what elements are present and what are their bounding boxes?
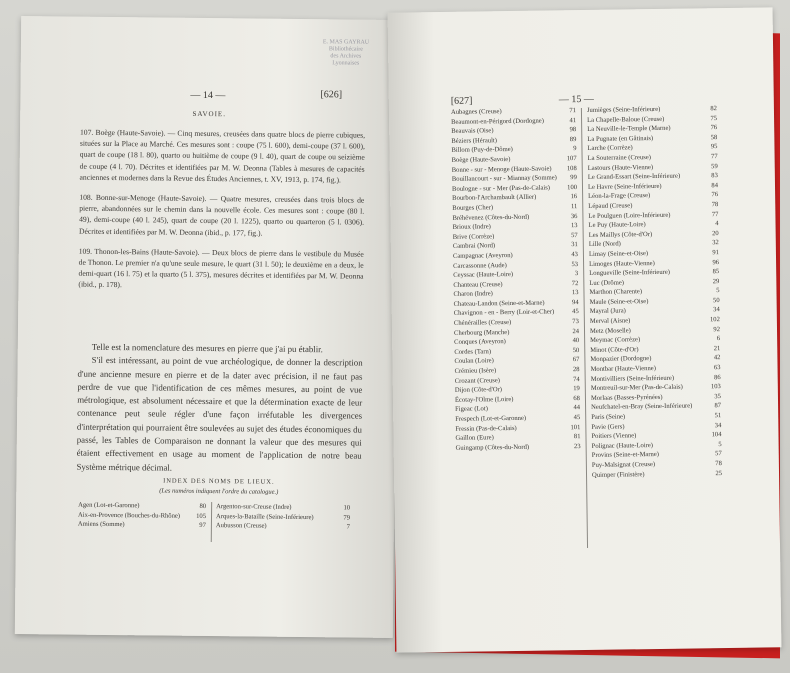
place-name: Écotay-l'Olme (Loire): [454, 395, 514, 404]
place-name: Limoges (Haute-Vienne): [589, 259, 655, 268]
place-name: Cherbourg (Manche): [453, 328, 510, 337]
place-name: La Neuville-le-Temple (Marne): [587, 124, 671, 134]
index-entry: [216, 521, 350, 532]
catalogue-number: 34: [714, 421, 722, 429]
place-name: Ceyssac (Haute-Loire): [453, 271, 514, 279]
index-column-right: [216, 502, 350, 532]
section-title: SAVOIE.: [192, 109, 227, 119]
catalogue-number: 78: [711, 201, 719, 209]
place-name: Lille (Nord): [588, 240, 621, 249]
catalogue-number: 58: [710, 133, 718, 141]
catalogue-number: 32: [712, 239, 719, 247]
place-name: Bourges (Cher): [452, 204, 494, 212]
left-page: [15, 16, 399, 638]
place-name: Billom (Puy-de-Dôme): [451, 146, 513, 155]
place-name: Monpazier (Dordogne): [590, 355, 652, 364]
catalogue-number: 94: [571, 298, 579, 307]
catalogue-number: 92: [713, 325, 721, 333]
catalogue-number: 105: [196, 512, 207, 520]
place-name: Bonne - sur - Menoge (Haute-Savoie): [451, 165, 552, 174]
place-name: La Souterraine (Creuse): [587, 154, 652, 162]
place-name: Dijon (Côte-d'Or): [454, 386, 503, 395]
place-name: Amiens (Somme): [77, 520, 125, 529]
place-name: Luc (Drôme): [589, 279, 625, 287]
place-name: Lépaud (Creuse): [588, 202, 633, 210]
place-name: Boège (Haute-Savoie): [451, 155, 511, 164]
catalogue-number: 34: [713, 306, 720, 314]
catalogue-number: 10: [343, 504, 351, 512]
catalogue-number: 76: [710, 124, 718, 132]
index-column-left: [451, 106, 581, 453]
place-name: Merval (Aisne): [589, 317, 631, 325]
catalogue-number: 45: [573, 414, 581, 422]
place-name: Bouillancourt - sur - Miannay (Somme): [451, 174, 557, 183]
conclusion-paragraph: Telle est la nomenclature des mesures en pierre que j'ai pu établir.: [91, 341, 323, 355]
catalogue-number: 87: [714, 402, 722, 410]
place-name: Chénérailles (Creuse): [453, 319, 512, 327]
place-name: Gaillon (Eure): [455, 434, 494, 442]
place-name: Maule (Seine-et-Oise): [589, 297, 649, 306]
catalogue-number: 41: [569, 116, 577, 124]
place-name: Les Maillys (Côte-d'Or): [588, 230, 653, 239]
catalogue-number: 59: [711, 162, 718, 170]
index-subtitle: (Les numéros indiquent l'ordre du catalogue.): [159, 487, 279, 496]
catalogue-number: 21: [713, 344, 721, 353]
catalogue-number: 42: [713, 354, 721, 362]
catalogue-number: 95: [710, 143, 718, 151]
catalogue-number: 20: [712, 229, 719, 237]
place-name: Arques-la-Bataille (Seine-Inférieure): [215, 512, 314, 521]
place-name: Meymac (Corrèze): [590, 336, 641, 345]
catalogue-number: 29: [712, 277, 720, 285]
place-name: Figeac (Lot): [455, 405, 488, 414]
catalogue-number: 85: [712, 268, 720, 276]
place-name: Limay (Seine-et-Oise): [588, 250, 649, 258]
column-divider: [211, 502, 212, 542]
place-name: Le Puy (Haute-Loire): [588, 221, 646, 230]
library-stamp: [306, 39, 386, 68]
catalogue-number: 81: [573, 433, 581, 441]
place-name: Frespech (Lot-et-Garonne): [455, 414, 527, 423]
catalogue-number: 77: [710, 153, 718, 161]
place-name: Fressin (Pas-de-Calais): [455, 424, 517, 433]
catalogue-number: 5: [718, 440, 722, 448]
place-name: Montreuil-sur-Mer (Pas-de-Calais): [590, 383, 683, 393]
place-name: La Pugnate (en Gâtinais): [587, 134, 654, 143]
place-name: Morlaas (Basses-Pyrénées): [590, 393, 663, 402]
place-name: Neufchatel-en-Bray (Seine-Inférieure): [591, 402, 693, 412]
catalogue-number: 3: [574, 270, 579, 278]
catalogue-number: 89: [569, 135, 577, 143]
catalogue-number: 44: [573, 404, 581, 412]
place-name: Beauvais (Oise): [451, 127, 494, 136]
place-name: Aubagnes (Creuse): [450, 108, 502, 116]
place-name: Carcassonne (Aude): [453, 261, 507, 270]
catalogue-number: 28: [572, 366, 580, 374]
place-name: La Chapelle-Baloue (Creuse): [587, 115, 665, 124]
catalogue-entry: 108. Bonne-sur-Menoge (Haute-Savoie). — Quatre mesures, creusées dans trois blocs de pierre, abandonnées sur le chemin dans la nouvelle école. Ces mesures sont : coupe (80 l. 49), demi-coupe (40 l. 245), quart de coupe (20 l. 1225), quarto ou quarteron (5 l. 0306). Décrites et identifiées par M. W. Deonna (ibid., p. 177, fig.).: [78, 192, 365, 238]
catalogue-number: 51: [714, 412, 722, 420]
catalogue-number: 84: [711, 181, 719, 189]
catalogue-number: 72: [571, 279, 579, 287]
catalogue-number: 68: [573, 394, 581, 402]
catalogue-number: 75: [710, 114, 718, 122]
place-name: Guingamp (Côtes-du-Nord): [455, 443, 530, 452]
place-name: Metz (Moselle): [589, 327, 631, 335]
place-name: Montivilliers (Seine-Inférieure): [590, 374, 675, 383]
place-name: Béziers (Hérault): [451, 136, 497, 145]
catalogue-number: 19: [573, 385, 580, 393]
place-name: Crémieu (Isère): [454, 367, 497, 375]
catalogue-number: 57: [715, 450, 722, 458]
page-number: — 15 —: [558, 93, 594, 106]
catalogue-number: 13: [571, 289, 579, 297]
catalogue-number: 102: [709, 316, 720, 324]
place-name: Larche (Corrèze): [587, 144, 633, 153]
place-name: Minot (Côte-d'Or): [590, 346, 639, 354]
place-name: Bréhévenez (Côtes-du-Nord): [452, 213, 530, 222]
place-name: Chateau-Landon (Seine-et-Marne): [453, 299, 545, 308]
stamp-line: Lyonnaises: [332, 60, 360, 67]
catalogue-number: 23: [573, 442, 581, 450]
place-name: Charon (Indre): [453, 290, 493, 299]
catalogue-number: 4: [715, 220, 719, 228]
place-name: Montbar (Haute-Vienne): [590, 365, 656, 373]
place-name: Bourbon-l'Archambault (Allier): [452, 194, 537, 203]
place-name: Le Havre (Seine-Inférieure): [587, 182, 662, 191]
catalogue-number: 73: [572, 318, 579, 326]
place-name: Brioux (Indre): [452, 223, 491, 231]
catalogue-number: 71: [569, 107, 576, 115]
place-name: Provins (Seine-et-Marne): [591, 451, 660, 460]
place-name: Paris (Seine): [591, 413, 626, 421]
page-number: — 14 —: [190, 89, 226, 102]
catalogue-number: 63: [713, 364, 721, 372]
catalogue-number: 6: [716, 335, 721, 343]
place-name: Chavignon - en - Berry (Loir-et-Cher): [453, 308, 555, 318]
catalogue-number: 9: [573, 145, 577, 153]
catalogue-number: 104: [711, 431, 722, 439]
catalogue-number: 80: [199, 502, 207, 511]
index-column-left: [78, 501, 206, 531]
catalogue-number: 11: [570, 203, 578, 211]
catalogue-number: 91: [712, 249, 719, 257]
catalogue-entries: [78, 127, 365, 303]
catalogue-number: 86: [714, 373, 721, 381]
catalogue-number: 83: [711, 172, 718, 180]
place-name: Cordes (Tarn): [454, 348, 492, 356]
catalogue-number: 43: [571, 250, 578, 259]
place-name: Puy-Malsignat (Creuse): [591, 460, 656, 469]
catalogue-number: 31: [571, 241, 578, 249]
stamp-line: des Archives: [330, 53, 362, 60]
place-name: Pavie (Gers): [591, 423, 625, 431]
catalogue-number: 45: [572, 308, 579, 316]
catalogue-entry: 109. Thonon-les-Bains (Haute-Savoie). — Deux blocs de pierre dans le vestibule du Musée de Thonon. Le premier n'a qu'une seule mesure, le quart (31 l. 50); le deuxième en a deux, le demi-quart (16 l. 75) et la quarto (5 l. 375), mesures décrites et identifiées par M. W. Deonna (ibid., p. 178).: [78, 246, 364, 290]
place-name: Le Grand-Essart (Seine-Inférieure): [587, 172, 681, 182]
catalogue-number: 98: [569, 126, 577, 134]
index-title: INDEX DES NOMS DE LIEUX.: [163, 477, 275, 486]
place-name: Boulogne - sur - Mer (Pas-de-Calais): [451, 184, 551, 193]
catalogue-number: 13: [570, 222, 578, 230]
catalogue-number: 53: [571, 260, 579, 268]
catalogue-number: 25: [715, 469, 723, 477]
place-name: Marthon (Charente): [589, 288, 643, 297]
catalogue-number: 78: [715, 460, 722, 468]
catalogue-number: 77: [711, 210, 719, 218]
catalogue-number: 24: [572, 327, 580, 335]
place-name: Argenton-sur-Creuse (Indre): [216, 503, 292, 511]
index-entry: [592, 469, 722, 480]
index-column-right: [587, 104, 722, 480]
catalogue-number: 35: [714, 392, 721, 401]
right-page: [388, 7, 782, 652]
place-name: Cambrai (Nord): [452, 242, 496, 251]
catalogue-number: 50: [712, 296, 720, 305]
page-reference: [626]: [320, 89, 343, 101]
place-name: Polignac (Haute-Loire): [591, 441, 654, 450]
place-name: Mayral (Jura): [589, 307, 626, 316]
catalogue-number: 100: [567, 183, 578, 191]
catalogue-number: 103: [710, 383, 721, 391]
place-name: Longueville (Seine-Inférieure): [589, 268, 671, 278]
catalogue-number: 67: [572, 356, 580, 364]
catalogue-number: 5: [716, 287, 720, 295]
catalogue-number: 76: [711, 191, 719, 199]
catalogue-number: 40: [572, 337, 580, 345]
place-name: Aubusson (Creuse): [215, 522, 267, 530]
place-name: Lastours (Haute-Vienne): [587, 163, 654, 172]
conclusion-text: [76, 341, 362, 477]
stamp-line: E. MAS GAYRAU: [322, 39, 370, 46]
catalogue-number: 36: [570, 212, 578, 220]
catalogue-number: 7: [346, 523, 350, 531]
place-name: Coulan (Loire): [454, 357, 494, 366]
place-name: Léon-la-Frage (Creuse): [588, 192, 651, 201]
page-reference: [627]: [450, 95, 473, 107]
index-entry: [78, 520, 206, 531]
catalogue-number: 97: [199, 522, 206, 530]
place-name: Agen (Lot-et-Garonne): [78, 501, 140, 510]
place-name: Brive (Corrèze): [452, 232, 495, 241]
place-name: Beaumont-en-Périgord (Dordogne): [451, 117, 544, 126]
place-name: Chanteau (Creuse): [453, 280, 503, 289]
catalogue-number: 107: [566, 155, 577, 163]
place-name: Poitiers (Vienne): [591, 432, 637, 441]
catalogue-number: 96: [712, 258, 720, 266]
catalogue-number: 79: [343, 514, 351, 522]
place-name: Le Poulguen (Loire-Inférieure): [588, 211, 671, 220]
stamp-line: Bibliothécaire: [328, 46, 363, 53]
place-name: Conques (Aveyron): [454, 338, 506, 347]
catalogue-entry: 107. Boège (Haute-Savoie). — Cinq mesures, creusées dans quatre blocs de pierre cubiques, situées sur la Place au Marché. Ces mesures sont : coupe (75 l. 600), demi-coupe (37 l. 600), quart de coupe (18 l. 80), quarto ou huitième de coupe (9 l. 40), quart de coupe ou seizième de coupe (4 l. 70). Décrites et identifiées par M. W. Deonna (Tables à mesures de capacités anciennes et modernes dans la Revue des Études Anciennes, t. XV, 1913, p. 174, fig.).: [79, 127, 366, 185]
catalogue-number: 99: [570, 174, 577, 182]
catalogue-number: 16: [570, 193, 578, 201]
catalogue-number: 57: [571, 231, 578, 239]
place-name: Quimper (Finistère): [591, 470, 645, 479]
index-entry: [456, 442, 581, 453]
place-name: Aix-en-Provence (Bouches-du-Rhône): [77, 511, 181, 520]
place-name: Crozant (Creuse): [454, 376, 500, 385]
conclusion-paragraph: S'il est intéressant, au point de vue archéologique, de donner la description d'une ancienne mesure en pierre et de la dater avec précision, il ne faut pas perdre de vue que l'identification de ces mêmes mesures, au point de vue métrologique, est absolument nécessaire et que la détermination exacte de leur contenance peut seule régler d'une façon irréfutable les divergences d'interprétation qui pourraient être soulevées au sujet des études économiques du passé, les Tables de Comparaison ne donnant la valeur que des mesures qui étaient effectivement en usage au moment de l'application de notre beau Système métrique décimal.: [76, 355, 363, 473]
catalogue-number: 50: [572, 346, 580, 355]
place-name: Jumièges (Seine-Inférieure): [586, 105, 661, 114]
catalogue-number: 82: [710, 105, 717, 113]
catalogue-number: 101: [570, 423, 581, 431]
catalogue-number: 108: [566, 164, 577, 172]
place-name: Campagnac (Aveyron): [452, 251, 513, 260]
catalogue-number: 74: [573, 375, 580, 383]
